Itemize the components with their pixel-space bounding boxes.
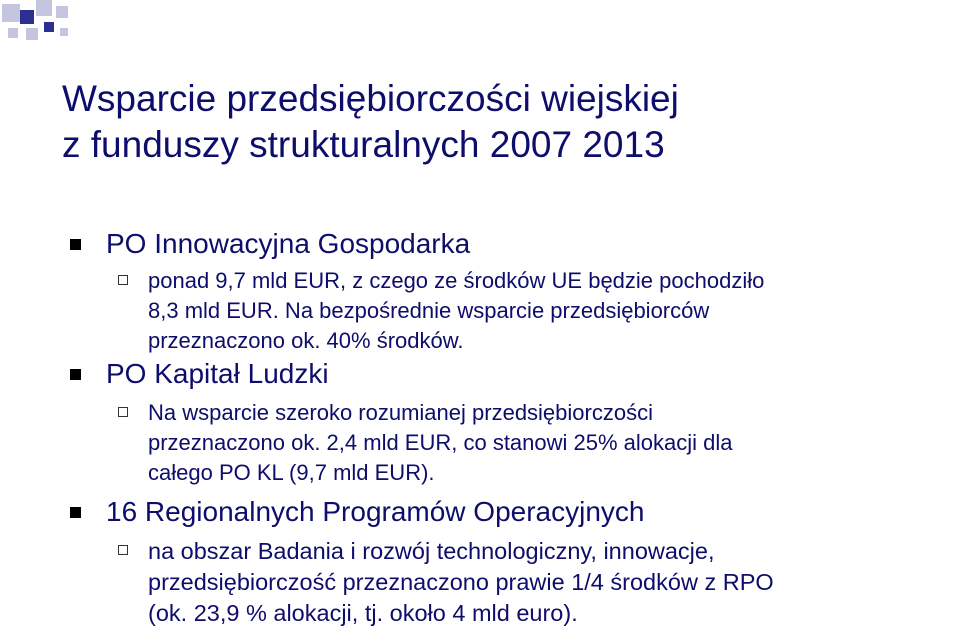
level2-item-line: ponad 9,7 mld EUR, z czego ze środków UE będzie pochodziło xyxy=(148,268,765,293)
level2-item-line: przeznaczono ok. 2,4 mld EUR, co stanowi 25% alokacji dla xyxy=(148,430,733,455)
hollow-square-bullet-icon xyxy=(118,407,128,417)
level1-item xyxy=(0,226,960,262)
square-bullet-icon xyxy=(70,507,81,518)
level2-item xyxy=(0,266,960,356)
level2-item-line: na obszar Badania i rozwój technologiczny, innowacje, xyxy=(148,538,715,564)
slide-title-line-1: Wsparcie przedsiębiorczości wiejskiej xyxy=(62,78,679,119)
level2-item-line: (ok. 23,9 % alokacji, tj. około 4 mld euro). xyxy=(148,600,578,626)
slide-content xyxy=(0,226,960,629)
hollow-square-bullet-icon xyxy=(118,275,128,285)
level2-item xyxy=(0,536,960,629)
section-po-kapital-ludzki xyxy=(0,356,960,488)
level1-item xyxy=(0,356,960,392)
square-bullet-icon xyxy=(70,239,81,250)
section-po-innowacyjna-gospodarka xyxy=(0,226,960,356)
level2-item-line: Na wsparcie szeroko rozumianej przedsiębiorczości xyxy=(148,400,653,425)
level1-item-text: 16 Regionalnych Programów Operacyjnych xyxy=(106,496,645,527)
level2-item-line: przeznaczono ok. 40% środków. xyxy=(148,328,464,353)
level2-item xyxy=(0,398,960,488)
hollow-square-bullet-icon xyxy=(118,545,128,555)
level2-item-line: przedsiębiorczość przeznaczono prawie 1/4 środków z RPO xyxy=(148,569,774,595)
level1-item xyxy=(0,494,960,530)
slide-title xyxy=(62,76,679,168)
level2-item-line: całego PO KL (9,7 mld EUR). xyxy=(148,460,435,485)
level1-item-text: PO Innowacyjna Gospodarka xyxy=(106,228,471,259)
square-bullet-icon xyxy=(70,369,81,380)
level2-item-line: 8,3 mld EUR. Na bezpośrednie wsparcie przedsiębiorców xyxy=(148,298,710,323)
slide-title-line-2: z funduszy strukturalnych 2007 2013 xyxy=(62,124,665,165)
section-16-rpo xyxy=(0,494,960,629)
level1-item-text: PO Kapitał Ludzki xyxy=(106,358,329,389)
decorative-squares xyxy=(0,0,80,60)
